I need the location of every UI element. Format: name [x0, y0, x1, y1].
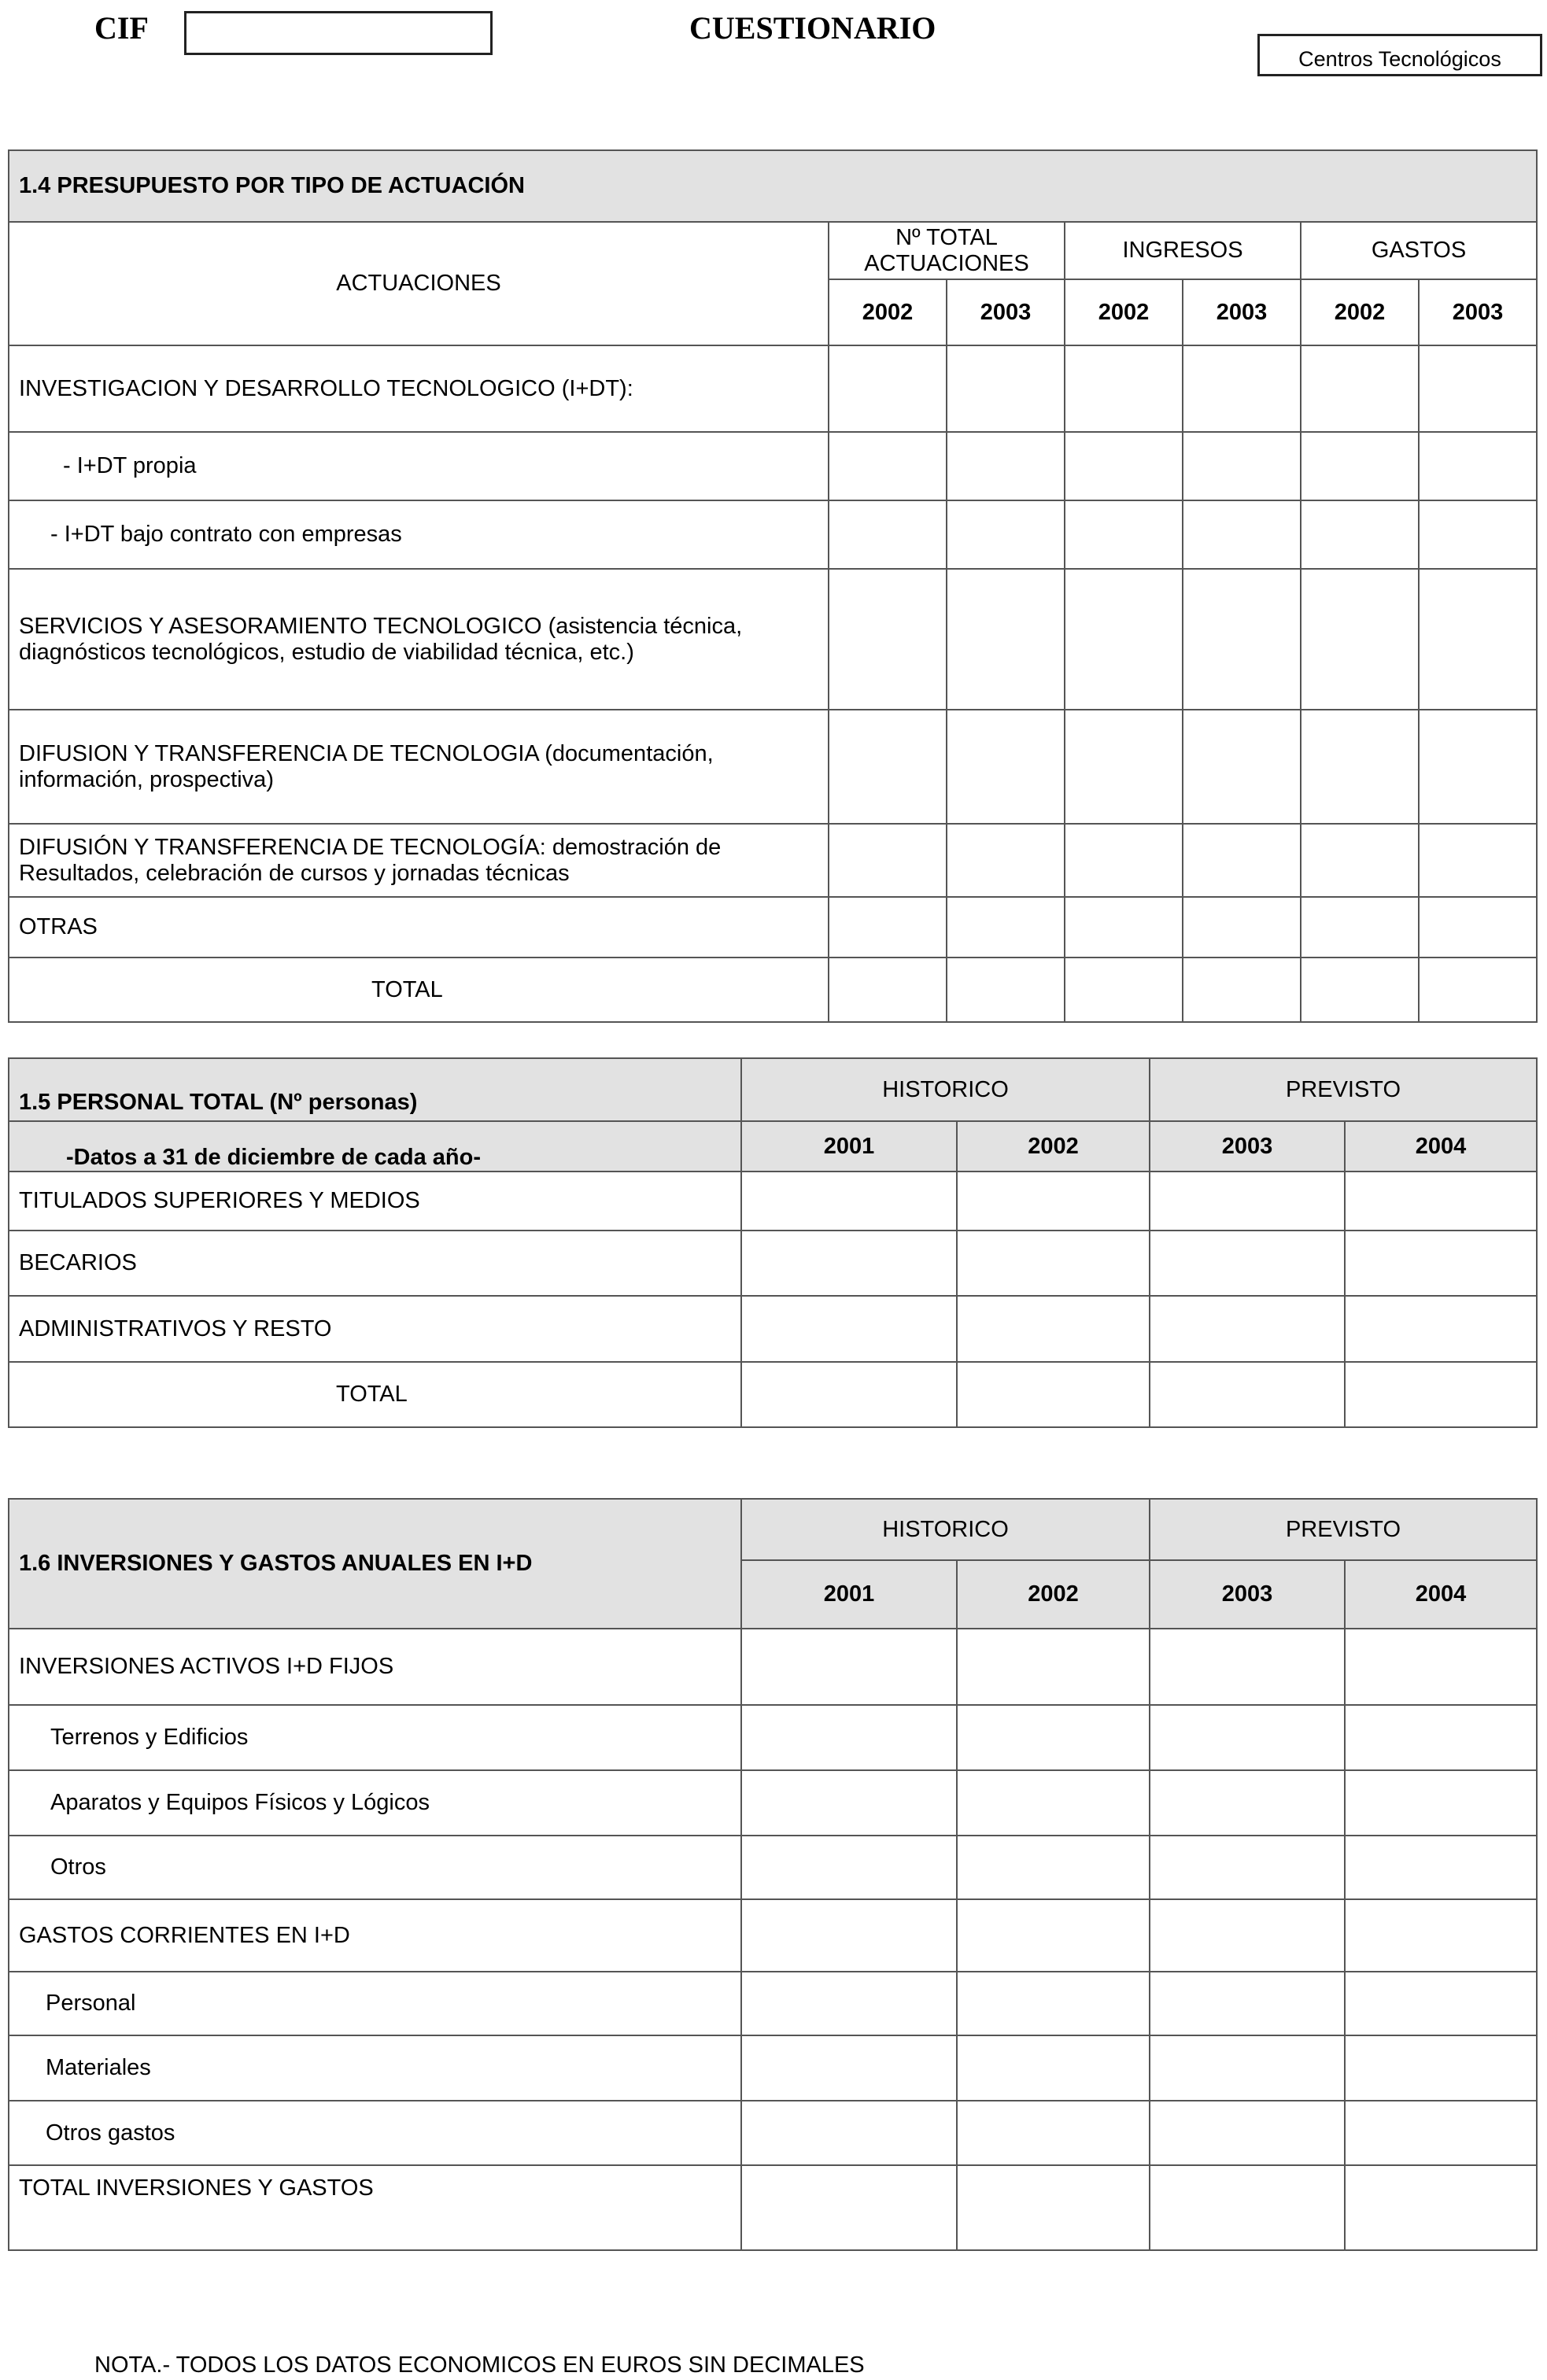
input-cell[interactable] [957, 1770, 1150, 1836]
section-subtitle: -Datos a 31 de diciembre de cada año- [9, 1121, 741, 1172]
table-row [9, 2101, 1537, 2165]
input-cell[interactable] [829, 710, 947, 824]
input-cell[interactable] [1301, 958, 1419, 1022]
row-label: - I+DT propia [9, 432, 829, 500]
input-cell[interactable] [1345, 2035, 1537, 2101]
row-label: TOTAL [9, 1362, 741, 1427]
year-header: 2001 [741, 1560, 957, 1629]
row-label: INVERSIONES ACTIVOS I+D FIJOS [9, 1629, 741, 1705]
table-row [9, 432, 1537, 500]
table-row [9, 958, 1537, 1022]
input-cell[interactable] [741, 1172, 957, 1231]
row-label: BECARIOS [9, 1231, 741, 1296]
table-row [9, 2165, 1537, 2250]
row-label: GASTOS CORRIENTES EN I+D [9, 1899, 741, 1972]
input-cell[interactable] [1150, 1296, 1345, 1362]
table-row [9, 710, 1537, 824]
group-header: HISTORICO [741, 1058, 1150, 1121]
input-cell[interactable] [1183, 958, 1301, 1022]
group-header: PREVISTO [1150, 1499, 1537, 1560]
year-header: 2002 [1065, 279, 1183, 345]
input-cell[interactable] [741, 1899, 957, 1972]
input-cell[interactable] [1065, 432, 1183, 500]
cif-input[interactable] [184, 11, 493, 55]
input-cell[interactable] [957, 1231, 1150, 1296]
input-cell[interactable] [1345, 1899, 1537, 1972]
input-cell[interactable] [829, 897, 947, 958]
input-cell[interactable] [1183, 432, 1301, 500]
input-cell[interactable] [1345, 1629, 1537, 1705]
input-cell[interactable] [741, 1770, 957, 1836]
table-presupuesto [8, 149, 1538, 1023]
col-actuaciones: ACTUACIONES [9, 222, 829, 345]
year-header: 2003 [1150, 1121, 1345, 1172]
table-personal [8, 1057, 1538, 1428]
input-cell[interactable] [1065, 897, 1183, 958]
input-cell[interactable] [829, 958, 947, 1022]
row-label: Otros gastos [9, 2101, 741, 2165]
input-cell[interactable] [947, 824, 1065, 897]
input-cell[interactable] [1183, 500, 1301, 569]
input-cell[interactable] [1150, 1172, 1345, 1231]
row-label: Personal [9, 1972, 741, 2035]
table-row [9, 1972, 1537, 2035]
row-label: TOTAL INVERSIONES Y GASTOS [9, 2165, 741, 2250]
year-header: 2002 [957, 1121, 1150, 1172]
year-header: 2003 [947, 279, 1065, 345]
year-header: 2003 [1150, 1560, 1345, 1629]
input-cell[interactable] [957, 1362, 1150, 1427]
input-cell[interactable] [1419, 958, 1537, 1022]
table-row [9, 1705, 1537, 1770]
row-label: DIFUSIÓN Y TRANSFERENCIA DE TECNOLOGÍA: demostración de Resultados, celebración de cursos y jornadas técnicas [9, 824, 829, 897]
table-inversiones [8, 1498, 1538, 2251]
table-row [9, 897, 1537, 958]
input-cell[interactable] [1345, 1972, 1537, 2035]
group-header: Nº TOTAL ACTUACIONES [829, 222, 1065, 279]
row-label: - I+DT bajo contrato con empresas [9, 500, 829, 569]
input-cell[interactable] [829, 432, 947, 500]
input-cell[interactable] [1345, 1705, 1537, 1770]
table-row [9, 1629, 1537, 1705]
input-cell[interactable] [1419, 897, 1537, 958]
input-cell[interactable] [1183, 824, 1301, 897]
input-cell[interactable] [947, 710, 1065, 824]
input-cell[interactable] [1065, 710, 1183, 824]
input-cell[interactable] [1150, 1629, 1345, 1705]
input-cell[interactable] [829, 824, 947, 897]
section-title-1-4: 1.4 PRESUPUESTO POR TIPO DE ACTUACIÓN [9, 150, 1537, 222]
input-cell[interactable] [741, 1705, 957, 1770]
input-cell[interactable] [1345, 1362, 1537, 1427]
row-label: Aparatos y Equipos Físicos y Lógicos [9, 1770, 741, 1836]
input-cell[interactable] [1150, 2101, 1345, 2165]
input-cell[interactable] [957, 1629, 1150, 1705]
input-cell[interactable] [1183, 569, 1301, 710]
category-box: Centros Tecnológicos [1257, 34, 1542, 76]
table-row [9, 1770, 1537, 1836]
group-header: HISTORICO [741, 1499, 1150, 1560]
year-header: 2003 [1419, 279, 1537, 345]
input-cell[interactable] [1301, 432, 1419, 500]
input-cell[interactable] [741, 2165, 957, 2250]
row-label: INVESTIGACION Y DESARROLLO TECNOLOGICO (I+DT): [9, 345, 829, 432]
input-cell[interactable] [1150, 1770, 1345, 1836]
input-cell[interactable] [1150, 1231, 1345, 1296]
row-label: TITULADOS SUPERIORES Y MEDIOS [9, 1172, 741, 1231]
input-cell[interactable] [1419, 824, 1537, 897]
input-cell[interactable] [1150, 1972, 1345, 2035]
input-cell[interactable] [1065, 500, 1183, 569]
table-row [9, 824, 1537, 897]
input-cell[interactable] [947, 500, 1065, 569]
input-cell[interactable] [1345, 1231, 1537, 1296]
row-label: Materiales [9, 2035, 741, 2101]
input-cell[interactable] [741, 2035, 957, 2101]
input-cell[interactable] [1183, 710, 1301, 824]
input-cell[interactable] [829, 500, 947, 569]
input-cell[interactable] [741, 1836, 957, 1899]
input-cell[interactable] [947, 897, 1065, 958]
input-cell[interactable] [957, 2165, 1150, 2250]
input-cell[interactable] [957, 1172, 1150, 1231]
input-cell[interactable] [947, 345, 1065, 432]
input-cell[interactable] [1301, 824, 1419, 897]
input-cell[interactable] [947, 958, 1065, 1022]
year-header: 2002 [957, 1560, 1150, 1629]
group-header: GASTOS [1301, 222, 1537, 279]
input-cell[interactable] [957, 2101, 1150, 2165]
input-cell[interactable] [829, 569, 947, 710]
input-cell[interactable] [1345, 1296, 1537, 1362]
input-cell[interactable] [957, 1296, 1150, 1362]
table-row [9, 2035, 1537, 2101]
table-row [9, 1899, 1537, 1972]
group-header: PREVISTO [1150, 1058, 1537, 1121]
input-cell[interactable] [957, 1972, 1150, 2035]
section-title-1-5: 1.5 PERSONAL TOTAL (Nº personas) [9, 1058, 741, 1121]
input-cell[interactable] [1345, 2101, 1537, 2165]
group-header: INGRESOS [1065, 222, 1301, 279]
row-label: TOTAL [9, 958, 829, 1022]
input-cell[interactable] [1301, 500, 1419, 569]
input-cell[interactable] [947, 432, 1065, 500]
table-row [9, 1296, 1537, 1362]
year-header: 2001 [741, 1121, 957, 1172]
page-title: CUESTIONARIO [689, 10, 936, 46]
input-cell[interactable] [1065, 569, 1183, 710]
table-row [9, 1172, 1537, 1231]
input-cell[interactable] [957, 1705, 1150, 1770]
input-cell[interactable] [1419, 432, 1537, 500]
input-cell[interactable] [1183, 897, 1301, 958]
input-cell[interactable] [1301, 897, 1419, 958]
input-cell[interactable] [1419, 569, 1537, 710]
row-label: Terrenos y Edificios [9, 1705, 741, 1770]
row-label: ADMINISTRATIVOS Y RESTO [9, 1296, 741, 1362]
input-cell[interactable] [1301, 710, 1419, 824]
input-cell[interactable] [1065, 824, 1183, 897]
input-cell[interactable] [957, 2035, 1150, 2101]
table-row [9, 500, 1537, 569]
input-cell[interactable] [1150, 2035, 1345, 2101]
input-cell[interactable] [1345, 1836, 1537, 1899]
input-cell[interactable] [1301, 569, 1419, 710]
input-cell[interactable] [957, 1836, 1150, 1899]
input-cell[interactable] [741, 1296, 957, 1362]
input-cell[interactable] [1345, 1770, 1537, 1836]
input-cell[interactable] [741, 1629, 957, 1705]
input-cell[interactable] [741, 1362, 957, 1427]
year-header: 2004 [1345, 1560, 1537, 1629]
year-header: 2004 [1345, 1121, 1537, 1172]
cif-label: CIF [94, 10, 149, 46]
input-cell[interactable] [1419, 500, 1537, 569]
input-cell[interactable] [1345, 1172, 1537, 1231]
input-cell[interactable] [1065, 345, 1183, 432]
input-cell[interactable] [1345, 2165, 1537, 2250]
input-cell[interactable] [1301, 345, 1419, 432]
section-title-1-6: 1.6 INVERSIONES Y GASTOS ANUALES EN I+D [9, 1499, 741, 1629]
row-label: DIFUSION Y TRANSFERENCIA DE TECNOLOGIA (documentación, información, prospectiva) [9, 710, 829, 824]
table-row [9, 569, 1537, 710]
input-cell[interactable] [741, 1972, 957, 2035]
table-row [9, 1362, 1537, 1427]
row-label: SERVICIOS Y ASESORAMIENTO TECNOLOGICO (asistencia técnica, diagnósticos tecnológicos, estudio de viabilidad técnica, etc.) [9, 569, 829, 710]
row-label: Otros [9, 1836, 741, 1899]
input-cell[interactable] [741, 1231, 957, 1296]
year-header: 2002 [1301, 279, 1419, 345]
input-cell[interactable] [1150, 1836, 1345, 1899]
input-cell[interactable] [1150, 1362, 1345, 1427]
table-row [9, 345, 1537, 432]
input-cell[interactable] [1150, 1899, 1345, 1972]
input-cell[interactable] [947, 569, 1065, 710]
input-cell[interactable] [1419, 710, 1537, 824]
input-cell[interactable] [829, 345, 947, 432]
year-header: 2002 [829, 279, 947, 345]
input-cell[interactable] [1183, 345, 1301, 432]
input-cell[interactable] [1150, 2165, 1345, 2250]
input-cell[interactable] [957, 1899, 1150, 1972]
table-row [9, 1231, 1537, 1296]
year-header: 2003 [1183, 279, 1301, 345]
input-cell[interactable] [1065, 958, 1183, 1022]
input-cell[interactable] [741, 2101, 957, 2165]
table-row [9, 1836, 1537, 1899]
input-cell[interactable] [1419, 345, 1537, 432]
input-cell[interactable] [1150, 1705, 1345, 1770]
footer-note: NOTA.- TODOS LOS DATOS ECONOMICOS EN EUROS SIN DECIMALES [94, 2352, 865, 2378]
row-label: OTRAS [9, 897, 829, 958]
